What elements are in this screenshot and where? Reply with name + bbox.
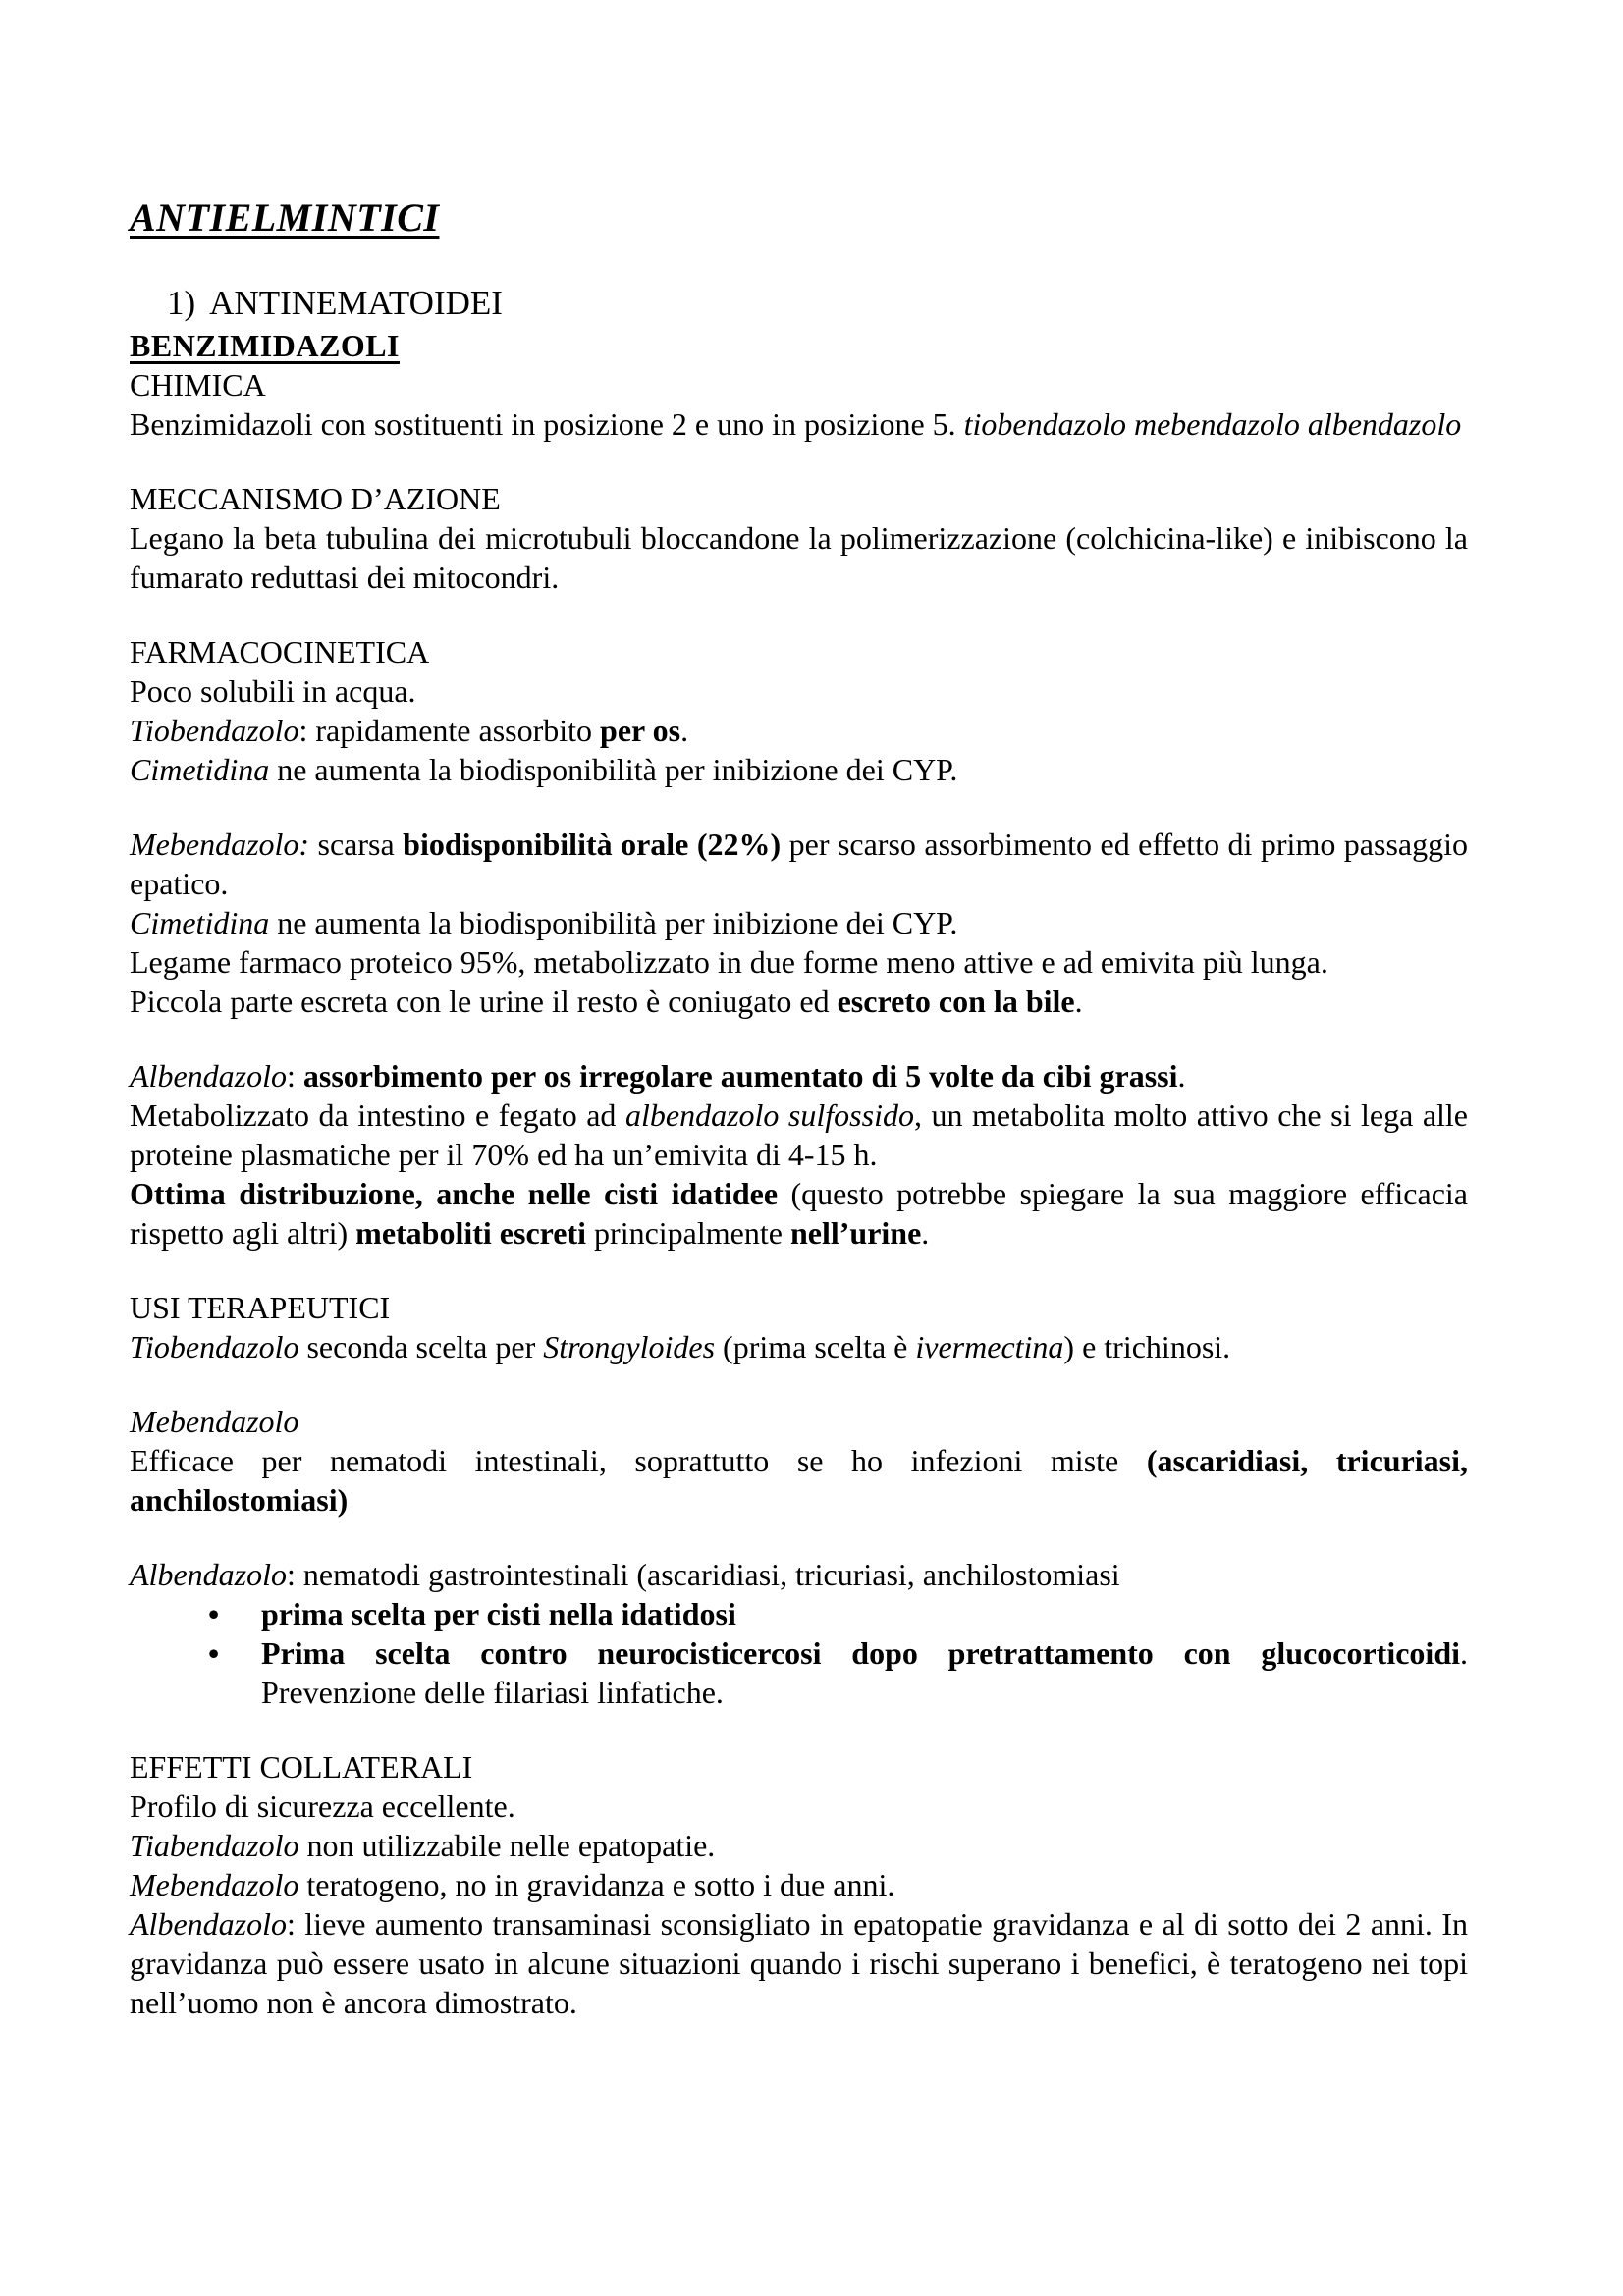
list-number: 1) — [167, 284, 196, 322]
body-paragraph: Cimetidina ne aumenta la biodisponibilità per inibizione dei CYP. — [130, 752, 958, 787]
bullet-continuation: Prevenzione delle filariasi linfatiche. — [261, 1675, 724, 1710]
section-label: CHIMICA — [130, 367, 266, 402]
blank-line — [130, 1021, 1468, 1056]
body-paragraph: Efficace per nematodi intestinali, soprattutto se ho infezioni miste (ascaridiasi, tricuriasi, anchilostomiasi) — [130, 1443, 1469, 1518]
body-paragraph: Mebendazolo: scarsa biodisponibilità orale (22%) per scarso assorbimento ed effetto di primo passaggio epatico. — [130, 827, 1469, 901]
list-item-heading: 1) ANTINEMATOIDEI — [167, 284, 503, 322]
body-paragraph: Albendazolo: lieve aumento transaminasi sconsigliato in epatopatie gravidanza e al di sotto dei 2 anni. In gravidanza può essere usato in alcune situazioni quando i rischi superano i benefici, è teratogeno nei topi nell’uomo non è ancora dimostrato. — [130, 1906, 1468, 2020]
body-paragraph: Cimetidina ne aumenta la biodisponibilità per inibizione dei CYP. — [130, 905, 958, 940]
bullet-icon: • — [208, 1596, 220, 1631]
body-paragraph: Tiobendazolo seconda scelta per Strongyloides (prima scelta è ivermectina) e trichinosi. — [130, 1329, 1231, 1364]
blank-line — [130, 444, 1468, 479]
blank-line — [130, 1520, 1468, 1555]
blank-line — [130, 1366, 1468, 1402]
body-paragraph: Piccola parte escreta con le urine il resto è coniugato ed escreto con la bile. — [130, 984, 1083, 1019]
body-paragraph: Tiabendazolo non utilizzabile nelle epatopatie. — [130, 1828, 716, 1863]
document-title: ANTIELMINTICI — [130, 195, 440, 240]
section-label: USI TERAPEUTICI — [130, 1290, 391, 1325]
body-paragraph: Mebendazolo teratogeno, no in gravidanza e sotto i due anni. — [130, 1867, 895, 1902]
blank-line — [130, 1712, 1468, 1747]
section-label: FARMACOCINETICA — [130, 634, 430, 669]
bullet-item: • prima scelta per cisti nella idatidosi — [208, 1596, 736, 1631]
body-paragraph: Ottima distribuzione, anche nelle cisti idatidee (questo potrebbe spiegare la sua maggiore efficacia rispetto agli altri) metaboliti escreti principalmente nell’urine. — [130, 1176, 1469, 1251]
blank-line — [130, 789, 1468, 825]
document-content — [130, 194, 1468, 2022]
bullet-icon: • — [208, 1635, 220, 1671]
section-label: EFFETTI COLLATERALI — [130, 1749, 473, 1785]
body-paragraph: Albendazolo: nematodi gastrointestinali (ascaridiasi, tricuriasi, anchilostomiasi — [130, 1557, 1120, 1592]
body-paragraph: Poco solubili in acqua. — [130, 673, 416, 709]
blank-line — [130, 597, 1468, 632]
blank-line — [130, 1253, 1468, 1288]
blank-line — [130, 241, 1468, 277]
body-paragraph: Tiobendazolo: rapidamente assorbito per os. — [130, 713, 689, 748]
body-paragraph: Mebendazolo — [130, 1404, 299, 1439]
body-paragraph: Profilo di sicurezza eccellente. — [130, 1789, 515, 1824]
body-paragraph: Metabolizzato da intestino e fegato ad albendazolo sulfossido, un metabolita molto attivo che si lega alle proteine plasmatiche per il 70% ed ha un’emivita di 4-15 h. — [130, 1097, 1469, 1172]
subsection-title: BENZIMIDAZOLI — [130, 328, 400, 363]
body-paragraph: Legano la beta tubulina dei microtubuli bloccandone la polimerizzazione (colchicina-like) e inibiscono la fumarato reduttasi dei mitocondri. — [130, 520, 1468, 595]
section-label: MECCANISMO D’AZIONE — [130, 481, 501, 516]
body-paragraph: Benzimidazoli con sostituenti in posizione 2 e uno in posizione 5. tiobendazolo mebendazolo albendazolo — [130, 406, 1462, 442]
body-paragraph: Albendazolo: assorbimento per os irregolare aumentato di 5 volte da cibi grassi. — [130, 1058, 1186, 1094]
bullet-item: • Prima scelta contro neurocisticercosi dopo pretrattamento con glucocorticoidi. — [208, 1635, 1468, 1671]
body-paragraph: Legame farmaco proteico 95%, metabolizzato in due forme meno attive e ad emivita più lunga. — [130, 944, 1328, 980]
